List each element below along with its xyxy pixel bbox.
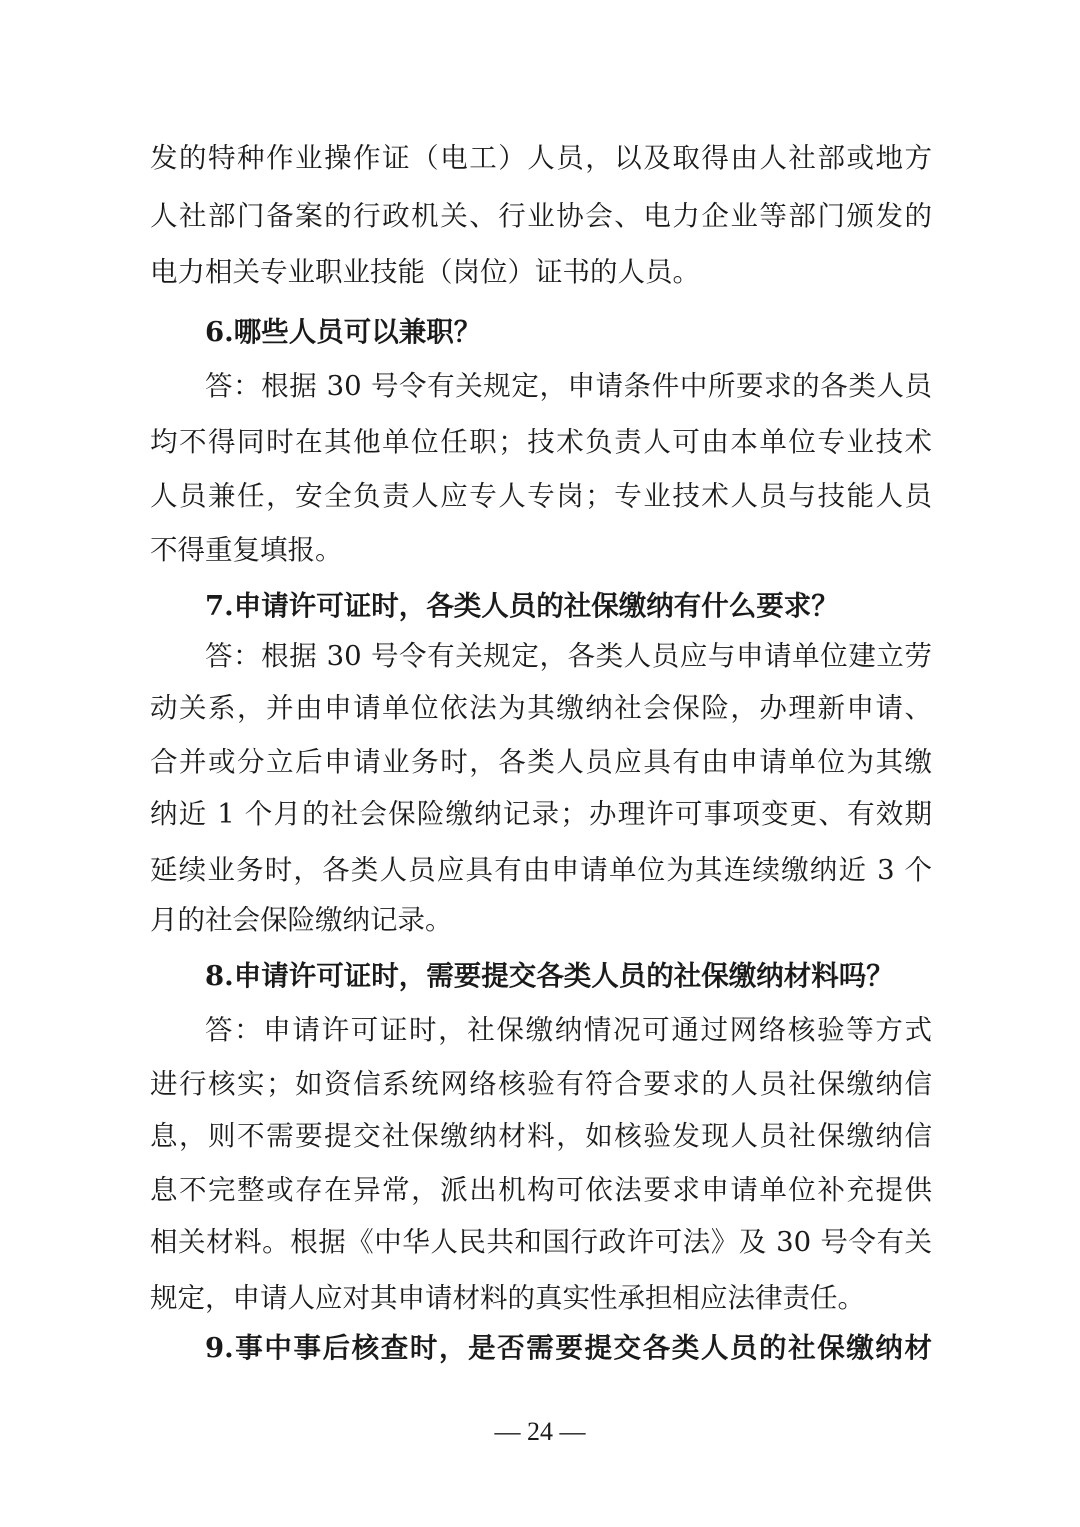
paragraph-line: 电力相关专业职业技能（岗位）证书的人员。 — [150, 256, 700, 288]
answer-line: 规定，申请人应对其申请材料的真实性承担相应法律责任。 — [150, 1282, 865, 1314]
question-heading-9: 9.事中事后核查时，是否需要提交各类人员的社保缴纳材 — [205, 1332, 932, 1364]
answer-line: 息，则不需要提交社保缴纳材料，如核验发现人员社保缴纳信 — [150, 1120, 932, 1152]
answer-line: 息不完整或存在异常，派出机构可依法要求申请单位补充提供 — [150, 1174, 932, 1206]
question-heading-8: 8.申请许可证时，需要提交各类人员的社保缴纳材料吗？ — [205, 960, 894, 992]
answer-line: 合并或分立后申请业务时，各类人员应具有由申请单位为其缴 — [150, 746, 932, 778]
answer-line: 不得重复填报。 — [150, 534, 343, 566]
answer-line: 相关材料。根据《中华人民共和国行政许可法》及 30 号令有关 — [150, 1226, 932, 1258]
answer-line: 答：根据 30 号令有关规定，各类人员应与申请单位建立劳 — [205, 640, 932, 672]
answer-line: 纳近 1 个月的社会保险缴纳记录；办理许可事项变更、有效期 — [150, 798, 932, 830]
paragraph-line: 人社部门备案的行政机关、行业协会、电力企业等部门颁发的 — [150, 200, 932, 232]
paragraph-line: 发的特种作业操作证（电工）人员，以及取得由人社部或地方 — [150, 142, 932, 174]
answer-line: 均不得同时在其他单位任职；技术负责人可由本单位专业技术 — [150, 426, 932, 458]
answer-line: 答：申请许可证时，社保缴纳情况可通过网络核验等方式 — [205, 1014, 932, 1046]
answer-line: 月的社会保险缴纳记录。 — [150, 904, 453, 936]
question-heading-6: 6.哪些人员可以兼职？ — [205, 316, 482, 348]
answer-line: 人员兼任，安全负责人应专人专岗；专业技术人员与技能人员 — [150, 480, 932, 512]
answer-line: 进行核实；如资信系统网络核验有符合要求的人员社保缴纳信 — [150, 1068, 932, 1100]
answer-line: 动关系，并由申请单位依法为其缴纳社会保险，办理新申请、 — [150, 692, 932, 724]
answer-line: 答：根据 30 号令有关规定，申请条件中所要求的各类人员 — [205, 370, 932, 402]
answer-line: 延续业务时，各类人员应具有由申请单位为其连续缴纳近 3 个 — [150, 854, 932, 886]
question-heading-7: 7.申请许可证时，各类人员的社保缴纳有什么要求？ — [205, 590, 839, 622]
page-number: — 24 — — [494, 1417, 586, 1446]
